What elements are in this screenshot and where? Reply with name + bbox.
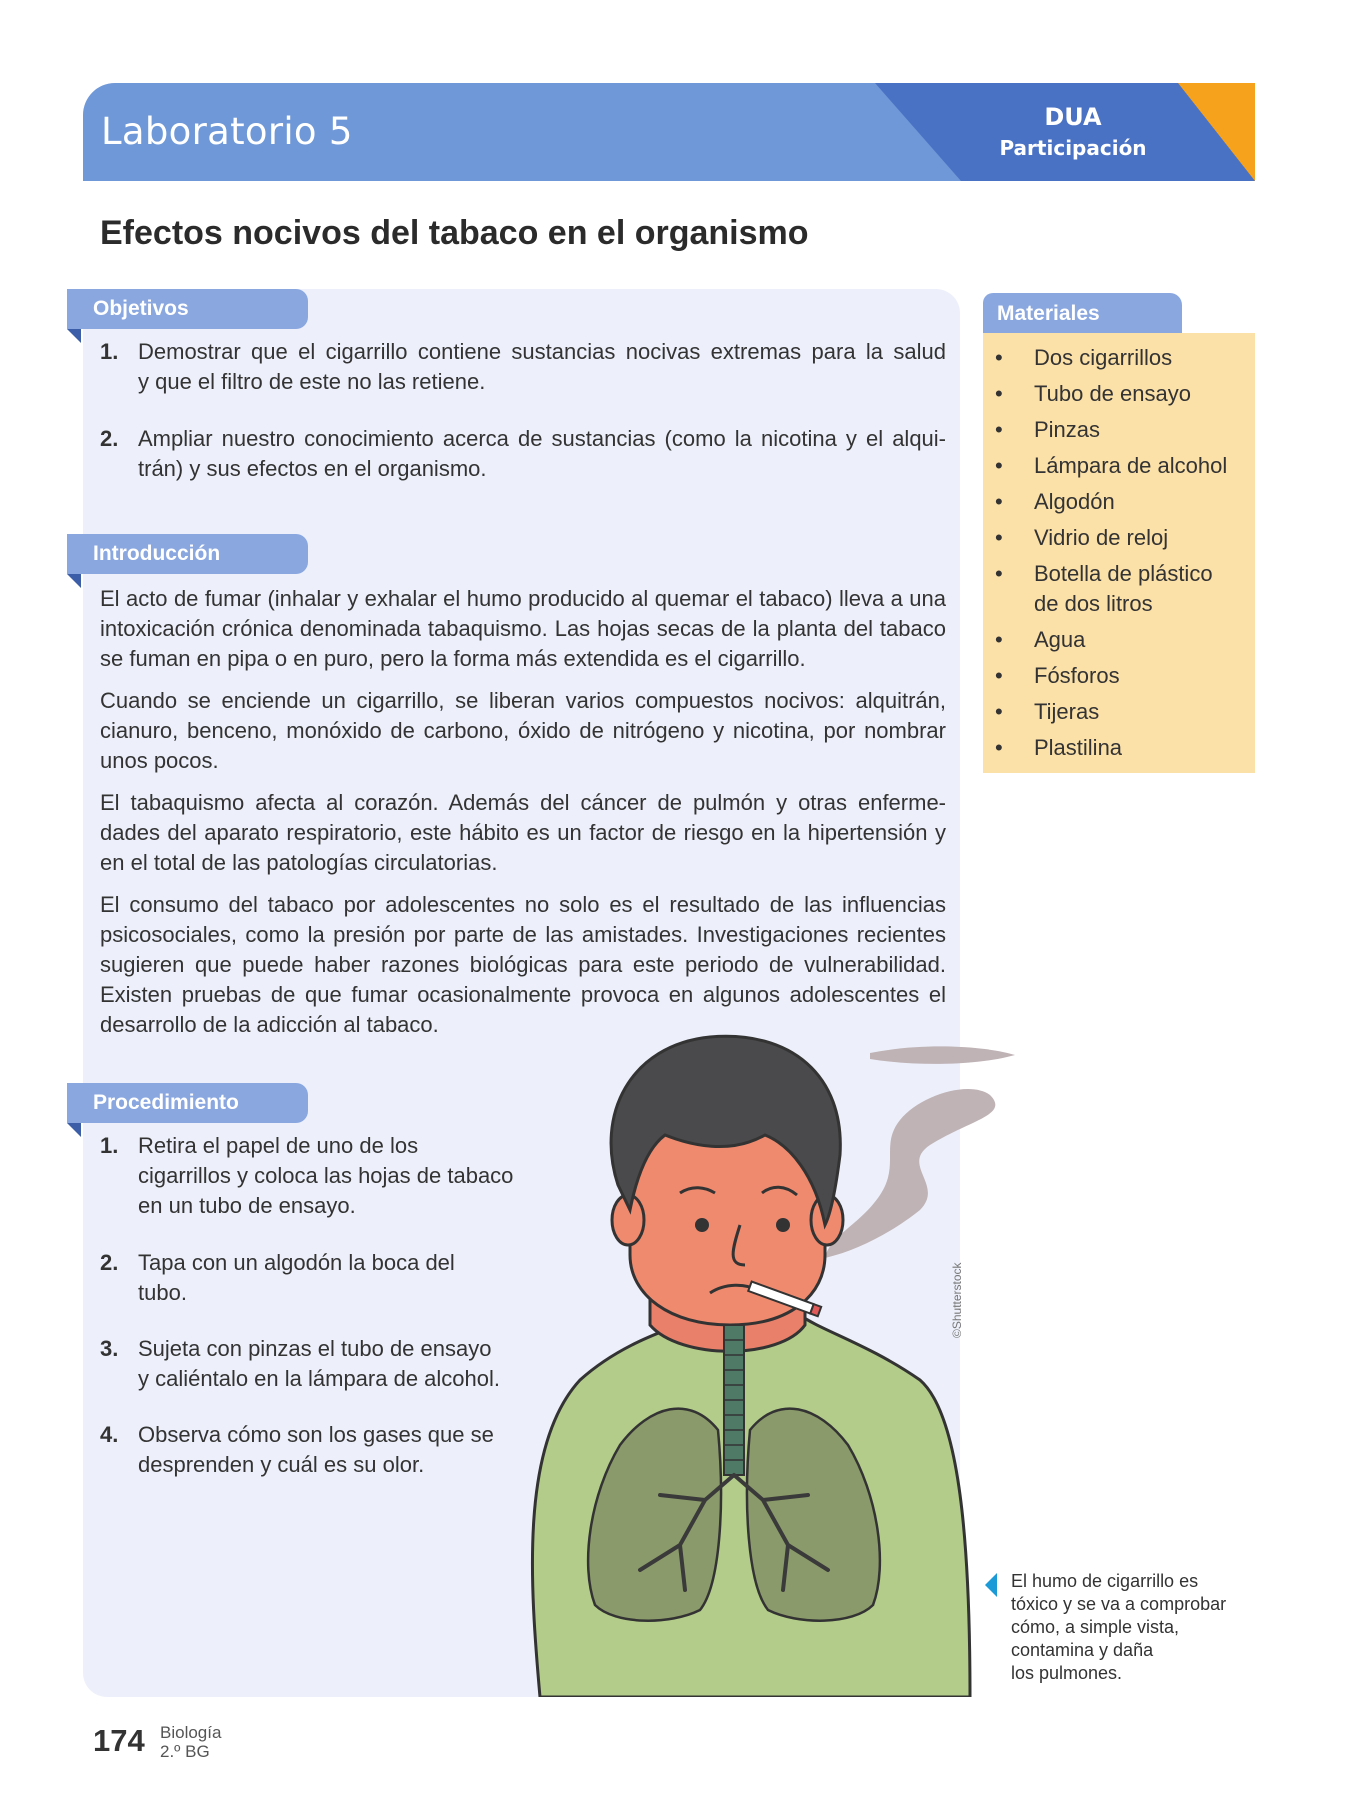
header-banner <box>83 83 1255 181</box>
tab-fold <box>67 1123 81 1137</box>
caption-line: cómo, a simple vista, <box>1011 1617 1180 1637</box>
item-number: 3. <box>100 1336 119 1361</box>
caption-line: El humo de cigarrillo es <box>1011 1571 1199 1591</box>
bullet: • <box>995 561 1003 586</box>
bullet: • <box>995 663 1003 688</box>
bullet: • <box>995 345 1003 370</box>
item-text: Sujeta con pinzas el tubo de ensayo <box>138 1336 492 1361</box>
bullet: • <box>995 735 1003 760</box>
bullet: • <box>995 453 1003 478</box>
material-label: Pinzas <box>1034 417 1101 442</box>
material-label: Dos cigarrillos <box>1034 345 1173 370</box>
grade-label: 2.º BG <box>160 1742 210 1761</box>
material-label: Vidrio de reloj <box>1034 525 1169 550</box>
item-number: 1. <box>100 1133 119 1158</box>
intro-paragraph-4: El consumo del tabaco por adolescentes no solo es el resultado de las influencias psicosociales, como la presión por parte de las amistades. Investigaciones recientes sugieren que puede haber razones biológicas para este periodo de vulnerabilidad. Existen pruebas de que fumar ocasionalmente provoca en algunos adolescentes el desarrollo de la adicción al tabaco. <box>100 892 946 1037</box>
bullet: • <box>995 417 1003 442</box>
caption-line: tóxico y se va a comprobar <box>1011 1594 1227 1614</box>
introduccion-heading: Introducción <box>93 542 221 565</box>
tab-fold <box>67 574 81 588</box>
image-credit: ©Shutterstock <box>950 1262 964 1338</box>
item-text: Observa cómo son los gases que se <box>138 1422 494 1447</box>
item-number: 2. <box>100 1250 119 1275</box>
left-eye <box>695 1218 709 1232</box>
materiales-list <box>983 333 1255 773</box>
item-text: trán) y sus efectos en el organismo. <box>138 456 487 481</box>
materiales-heading: Materiales <box>997 302 1100 325</box>
bullet: • <box>995 489 1003 514</box>
item-number: 1. <box>100 339 119 364</box>
objetivos-heading-tab <box>67 289 308 329</box>
introduccion-heading-tab <box>67 534 308 574</box>
smoke-wisp <box>870 1046 1015 1064</box>
item-text: Retira el papel de uno de los <box>138 1133 419 1158</box>
item-text: Tapa con un algodón la boca del <box>138 1250 455 1275</box>
intro-paragraph-3: El tabaquismo afecta al corazón. Además del cáncer de pulmón y otras enferme-dades del aparato respiratorio, este hábito es un factor de riesgo en la hipertensión y en el total de las patologías circulatorias. <box>100 790 946 875</box>
material-label: Agua <box>1034 627 1086 652</box>
objetivos-heading: Objetivos <box>93 297 189 320</box>
dua-label: DUA <box>1044 103 1102 131</box>
page-title: Efectos nocivos del tabaco en el organismo <box>100 214 809 252</box>
item-text: Demostrar que el cigarrillo contiene sustancias nocivas extremas para la salud <box>138 339 946 364</box>
material-label: Algodón <box>1034 489 1115 514</box>
material-label: Lámpara de alcohol <box>1034 453 1228 478</box>
item-text: Ampliar nuestro conocimiento acerca de sustancias (como la nicotina y el alqui- <box>138 426 946 451</box>
right-eye <box>776 1218 790 1232</box>
bullet: • <box>995 525 1003 550</box>
bullet: • <box>995 699 1003 724</box>
dua-subtitle: Participación <box>999 136 1147 160</box>
item-text: tubo. <box>138 1280 187 1305</box>
material-label: Plastilina <box>1034 735 1123 760</box>
procedimiento-heading: Procedimiento <box>93 1091 239 1114</box>
procedimiento-heading-tab <box>67 1083 308 1123</box>
page-number: 174 <box>93 1723 145 1758</box>
material-label: Botella de plástico <box>1034 561 1213 586</box>
item-number: 4. <box>100 1422 119 1447</box>
item-text: cigarrillos y coloca las hojas de tabaco <box>138 1163 514 1188</box>
caption-line: los pulmones. <box>1011 1663 1123 1683</box>
bullet: • <box>995 381 1003 406</box>
smoker-lungs-illustration <box>500 1025 1045 1697</box>
image-caption <box>1011 1570 1241 1685</box>
intro-paragraph-1: El acto de fumar (inhalar y exhalar el humo producido al quemar el tabaco) lleva a una intoxicación crónica denominada tabaquismo. Las hojas secas de la planta del tabaco se fuman en pipa o en puro, pero la forma más extendida es el cigarrillo. <box>100 586 946 671</box>
item-text: y caliéntalo en la lámpara de alcohol. <box>138 1366 501 1391</box>
lab-title: Laboratorio 5 <box>101 110 353 153</box>
bullet: • <box>995 627 1003 652</box>
intro-paragraph-2: Cuando se enciende un cigarrillo, se liberan varios compuestos nocivos: alquitrán, cianuro, benceno, monóxido de carbono, óxido de nitrógeno y nicotina, por nombrar unos pocos. <box>100 688 946 773</box>
caption-arrow-icon <box>985 1573 997 1597</box>
materiales-heading-tab <box>983 293 1182 333</box>
subject-name: Biología <box>160 1723 222 1742</box>
tab-fold <box>67 329 81 343</box>
smoke-cloud <box>825 1089 995 1258</box>
material-label: Tubo de ensayo <box>1034 381 1191 406</box>
item-text: desprenden y cuál es su olor. <box>138 1452 425 1477</box>
material-label: Tijeras <box>1034 699 1100 724</box>
material-label: de dos litros <box>1034 591 1153 616</box>
item-text: y que el filtro de este no las retiene. <box>138 369 486 394</box>
item-number: 2. <box>100 426 119 451</box>
item-text: en un tubo de ensayo. <box>138 1193 356 1218</box>
caption-line: contamina y daña <box>1011 1640 1154 1660</box>
material-label: Fósforos <box>1034 663 1120 688</box>
footer-subject <box>160 1723 221 1761</box>
